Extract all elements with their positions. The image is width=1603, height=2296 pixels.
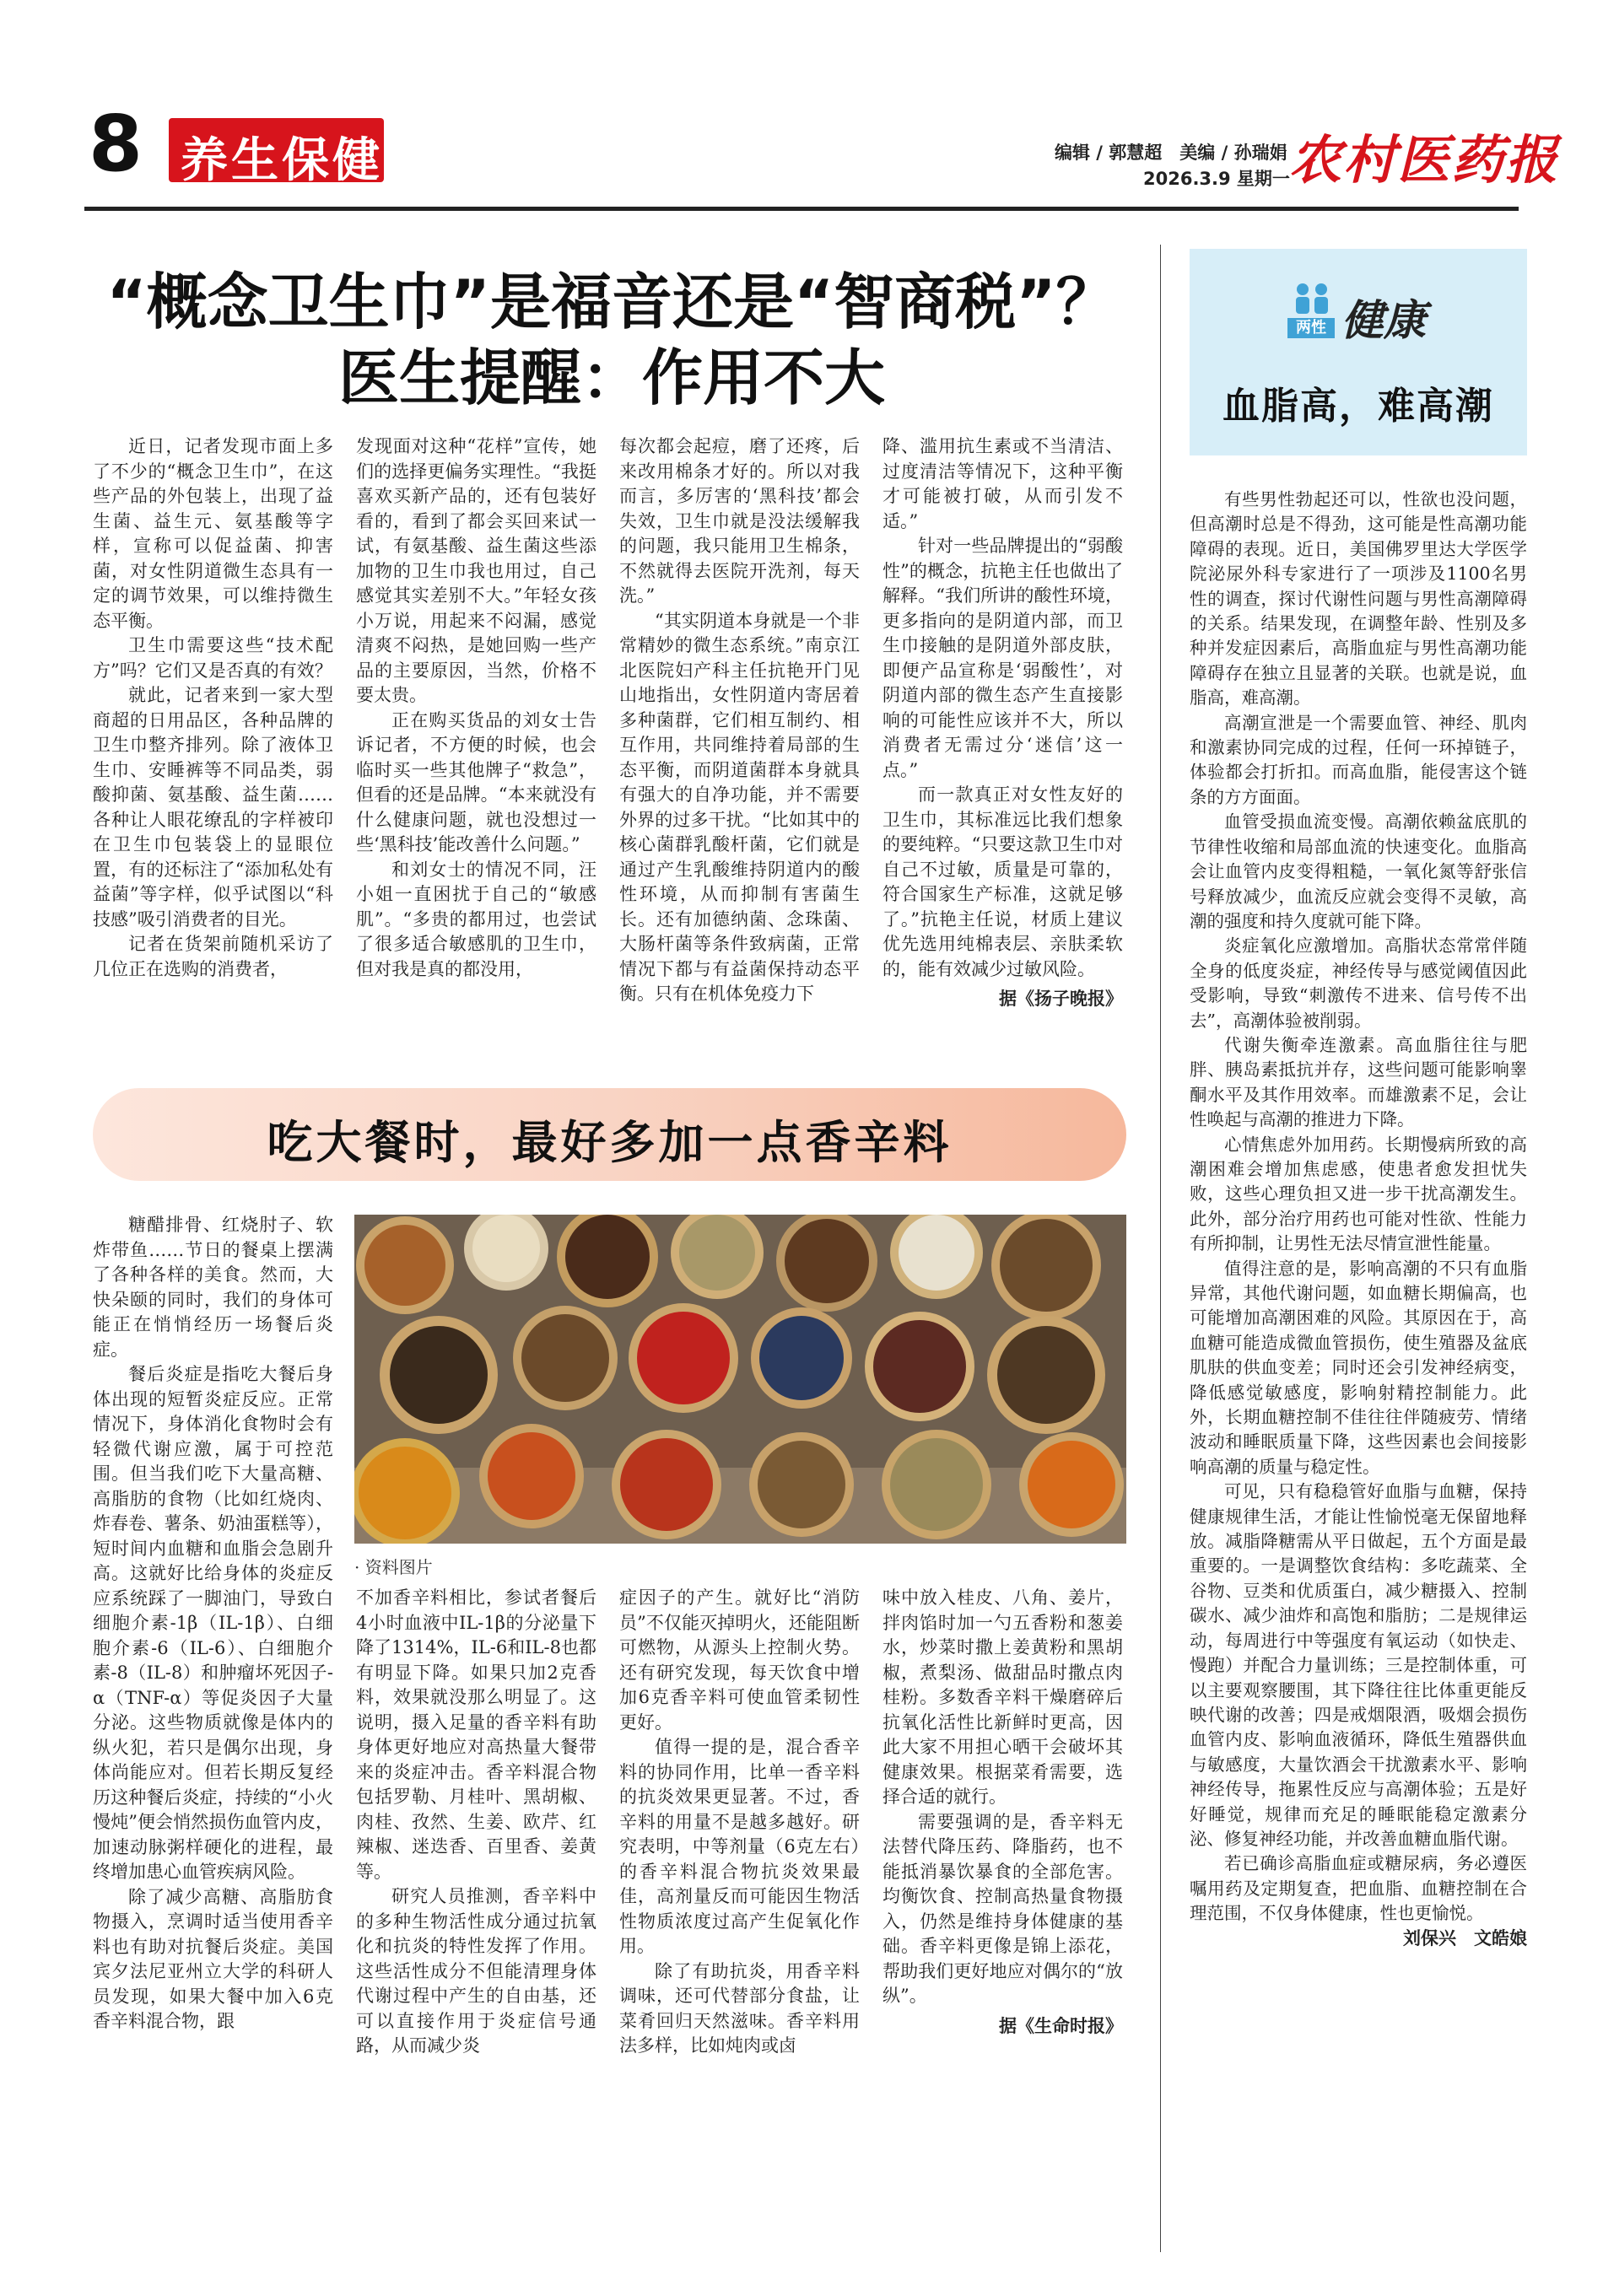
paragraph: 血管受损血流变慢。高潮依赖盆底肌的节律性收缩和局部血流的快速变化。血脂高会让血管内皮变得粗糙，一氧化氮等舒张信号释放减少，血流反应就会变得不灵敏，高潮的强度和持久度就可能下降。: [1190, 811, 1527, 931]
sidebar-body: [1190, 488, 1527, 1951]
page-number: 8: [89, 99, 143, 189]
paragraph: 记者在货架前随机采访了几位正在选购的消费者，: [93, 934, 333, 979]
paragraph: 有些男性勃起还可以，性欲也没问题，但高潮时总是不得劲，这可能是性高潮功能障碍的表现。近日，美国佛罗里达大学医学院泌尿外科专家进行了一项涉及1100名男性的调查，探讨代谢性问题与男性高潮障碍的关系。结果发现，在调整年龄、性别及多种并发症因素后，高脂血症与男性高潮功能障碍存在独立且显著的关联。也就是说，血脂高，难高潮。: [1190, 489, 1527, 709]
paragraph: 需要强调的是，香辛料无法替代降压药、降脂药，也不能抵消暴饮暴食的全部危害。均衡饮食、控制高热量食物摄入，仍然是维持身体健康的基础。香辛料更像是锦上添花，帮助我们更好地应对偶尔的“放纵”。: [882, 1811, 1123, 2006]
paragraph: “其实阴道本身就是一个非常精妙的微生态系统。”南京江北医院妇产科主任抗艳开门见山地指出，女性阴道内寄居着多种菌群，它们相互制约、相互作用，共同维持着局部的生态平衡，而阴道菌群本身就具有强大的自净功能，并不需要外界的过多干扰。“比如其中的核心菌群乳酸杆菌，它们就是通过产生乳酸维持阴道内的酸性环境，从而抑制有害菌生长。还有加德纳菌、念珠菌、大肠杆菌等条件致病菌，正常情况下都与有益菌保持动态平衡。只有在机体免疫力下: [619, 610, 860, 1004]
spice-bowls-illustration: [354, 1215, 1126, 1544]
section-title: 养生保健: [181, 133, 383, 188]
paragraph: 味中放入桂皮、八角、姜片，拌肉馅时加一勺五香粉和葱姜水，炒菜时撒上姜黄粉和黑胡椒，煮梨汤、做甜品时撒点肉桂粉。多数香辛料干燥磨碎后抗氧化活性比新鲜时更高，因此大家不用担心晒干会破坏其健康效果。根据菜肴需要，选择合适的就行。: [882, 1587, 1123, 1807]
paragraph: 除了有助抗炎，用香辛料调味，还可代替部分食盐，让菜肴回归天然滋味。香辛料用法多样，比如炖肉或卤: [619, 1960, 860, 2056]
paragraph: 症因子的产生。就好比“消防员”不仅能灭掉明火，还能阻断可燃物，从源头上控制火势。还有研究发现，每天饮食中增加6克香辛料可使血管柔韧性更好。: [619, 1587, 860, 1733]
article1-column-4: [882, 434, 1123, 1012]
paragraph: 和刘女士的情况不同，汪小姐一直困扰于自己的“敏感肌”。“多贵的都用过，也尝试了很多适合敏感肌的卫生巾，但对我是真的都没用，: [356, 859, 596, 979]
paragraph: 可见，只有稳稳管好血脂与血糖，保持健康规律生活，才能让性愉悦毫无保留地释放。减脂降糖需从平日做起，五个方面是最重要的。一是调整饮食结构：多吃蔬菜、全谷物、豆类和优质蛋白，减少糖摄入、控制碳水、减少油炸和高饱和脂肪；二是规律运动，每周进行中等强度有氧运动（如快走、慢跑）并配合力量训练；三是控制体重，可以主要观察腰围，其下降往往比体重更能反映代谢的改善；四是戒烟限酒，吸烟会损伤血管内皮、影响血液循环，降低生殖器供血与敏感度，大量饮酒会干扰激素水平、影响神经传导，拖累性反应与高潮体验；五是好好睡觉，规律而充足的睡眠能稳定激素分泌、修复神经功能，并改善血糖血脂代谢。: [1190, 1481, 1527, 1849]
sidebar-tag-word: 健康: [1341, 295, 1426, 345]
paragraph: 若已确诊高脂血症或糖尿病，务必遵医嘱用药及定期复查，把血脂、血糖控制在合理范围，不仅身体健康，性也更愉悦。: [1190, 1853, 1527, 1924]
article2-column-3: [619, 1586, 860, 2059]
paragraph: 代谢失衡牵连激素。高血脂往往与肥胖、胰岛素抵抗并存，这些问题可能影响睾酮水平及其作用效率。而雄激素不足，会让性唤起与高潮的推进力下降。: [1190, 1034, 1527, 1130]
couple-icon: [1291, 283, 1333, 320]
paragraph: 近日，记者发现市面上多了不少的“概念卫生巾”，在这些产品的外包装上，出现了益生菌、益生元、氨基酸等字样，宣称可以促益菌、抑害菌，对女性阴道微生态具有一定的调节效果，可以维持微生态平衡。: [93, 436, 333, 631]
paragraph: 除了减少高糖、高脂肪食物摄入，烹调时适当使用香辛料也有助对抗餐后炎症。美国宾夕法尼亚州立大学的科研人员发现，如果大餐中加入6克香辛料混合物，跟: [93, 1886, 333, 2031]
paragraph: 炎症氧化应激增加。高脂状态常常伴随全身的低度炎症，神经传导与感觉阈值因此受影响，导致“刺激传不进来、信号传不出去”，高潮体验被削弱。: [1190, 935, 1527, 1031]
article1-column-2: [356, 434, 596, 982]
paragraph: 而一款真正对女性友好的卫生巾，其标准远比我们想象的要纯粹。“只要这款卫生巾对自己不过敏，质量是可靠的，符合国家生产标准，这就足够了。”抗艳主任说，材质上建议优先选用纯棉表层、亲肤柔软的，能有效减少过敏风险。: [882, 784, 1123, 979]
paragraph: 不加香辛料相比，参试者餐后4小时血液中IL-1β的分泌量下降了1314%，IL-6和IL-8也都有明显下降。如果只加2克香料，效果就没那么明显了。这说明，摄入足量的香辛料有助身体更好地应对高热量大餐带来的炎症冲击。香辛料混合物包括罗勒、月桂叶、黑胡椒、肉桂、孜然、生姜、欧芹、红辣椒、迷迭香、百里香、姜黄等。: [356, 1587, 596, 1882]
paragraph: 研究人员推测，香辛料中的多种生物活性成分通过抗氧化和抗炎的特性发挥了作用。这些活性成分不但能清理身体代谢过程中产生的自由基，还可以直接作用于炎症信号通路，从而减少炎: [356, 1886, 596, 2056]
sidebar-tag-label: 两性: [1287, 318, 1335, 338]
editor-credits: 编辑 / 郭慧超 美编 / 孙瑞娟: [1055, 143, 1287, 163]
paragraph: 针对一些品牌提出的“弱酸性”的概念，抗艳主任也做出了解释。“我们所讲的酸性环境，更多指向的是阴道内部，而卫生巾接触的是阴道外部皮肤，即便产品宣称是‘弱酸性’，对阴道内部的微生态产生直接影响的可能性应该并不大，所以消费者无需过分‘迷信’这一点。”: [882, 536, 1123, 780]
article1-column-3: [619, 434, 860, 1007]
paragraph: 发现面对这种“花样”宣传，她们的选择更偏务实理性。“我挺喜欢买新产品的，还有包装好看的，看到了都会买回来试一试，有氨基酸、益生菌这些添加物的卫生巾我也用过，自己感觉其实差别不大。”年轻女孩小万说，用起来不闷漏，感觉清爽不闷热，是她回购一些产品的主要原因，当然，价格不要太贵。: [356, 436, 596, 705]
article2-column-1: [93, 1213, 333, 2035]
paragraph: 值得一提的是，混合香辛料的协同作用，比单一香辛料的抗炎效果更显著。不过，香辛料的用量不是越多越好。研究表明，中等剂量（6克左右）的香辛料混合物抗炎效果最佳，高剂量反而可能因生物活性物质浓度过高产生促氧化作用。: [619, 1737, 860, 1956]
article2-column-2: [356, 1586, 596, 2059]
article2-column-4: [882, 1586, 1123, 2039]
photo-caption: · 资料图片: [354, 1557, 433, 1577]
paragraph: 每次都会起痘，磨了还疼，后来改用棉条才好的。所以对我而言，多厉害的‘黑科技’都会失效，卫生巾就是没法缓解我的问题，我只能用卫生棉条，不然就得去医院开洗剂，每天洗。”: [619, 436, 860, 606]
paragraph: 高潮宣泄是一个需要血管、神经、肌肉和激素协同完成的过程，任何一环掉链子，体验都会打折扣。而高血脂，能侵害这个链条的方方面面。: [1190, 712, 1527, 807]
paragraph: 正在购买货品的刘女士告诉记者，不方便的时候，也会临时买一些其他牌子“救急”，但看的还是品牌。“本来就没有什么健康问题，就也没想过一些‘黑科技’能改善什么问题。”: [356, 709, 596, 854]
newspaper-logo: 农村医药报: [1289, 129, 1560, 191]
paragraph: 心情焦虑外加用药。长期慢病所致的高潮困难会增加焦虑感，使患者愈发担忧失败，这些心理负担又进一步干扰高潮发生。此外，部分治疗用药也可能对性欲、性能力有所抑制，让男性无法尽情宣泄性能量。: [1190, 1134, 1527, 1254]
paragraph: 卫生巾需要这些“技术配方”吗？它们又是否真的有效？: [93, 635, 333, 681]
paragraph: 就此，记者来到一家大型商超的日用品区，各种品牌的卫生巾整齐排列。除了液体卫生巾、安睡裤等不同品类，弱酸抑菌、氨基酸、益生菌……各种让人眼花缭乱的字样被印在卫生巾包装袋上的显眼位置，有的还标注了“添加私处有益菌”等字样，似乎试图以“科技感”吸引消费者的目光。: [93, 685, 333, 930]
sidebar-headline: 血脂高，难高潮: [1222, 385, 1494, 428]
column-divider: [1160, 245, 1161, 2252]
article1-source: 据《扬子晚报》: [999, 989, 1123, 1009]
article2-source: 据《生命时报》: [999, 2015, 1123, 2036]
paragraph: 降、滥用抗生素或不当清洁、过度清洁等情况下，这种平衡才可能被打破，从而引发不适。”: [882, 436, 1123, 531]
paragraph: 糖醋排骨、红烧肘子、软炸带鱼……节日的餐桌上摆满了各种各样的美食。然而，大快朵颐的同时，我们的身体可能正在悄悄经历一场餐后炎症。: [93, 1215, 333, 1360]
article1-column-1: [93, 434, 333, 982]
article1-headline: “概念卫生巾”是福音还是“智商税”？: [106, 267, 1117, 337]
sidebar-author: 刘保兴 文皓娘: [1403, 1927, 1527, 1948]
header-rule: [84, 207, 1519, 211]
spices-photo: [354, 1215, 1126, 1544]
article2-headline: 吃大餐时，最好多加一点香辛料: [267, 1115, 953, 1169]
paragraph: 值得注意的是，影响高潮的不只有血脂异常，其他代谢问题，如血糖长期偏高，也可能增加高潮困难的风险。其原因在于，高血糖可能造成微血管损伤，使生殖器及盆底肌肤的供血变差；同时还会引发神经病变，降低感觉敏感度，影响射精控制能力。此外，长期血糖控制不佳往往伴随疲劳、情绪波动和睡眠质量下降，这些因素也会间接影响高潮的质量与稳定性。: [1190, 1258, 1527, 1477]
article1-subheadline: 医生提醒：作用不大: [337, 342, 885, 413]
issue-date: 2026.3.9 星期一: [1143, 169, 1290, 189]
paragraph: 餐后炎症是指吃大餐后身体出现的短暂炎症反应。正常情况下，身体消化食物时会有轻微代谢应激，属于可控范围。但当我们吃下大量高糖、高脂肪的食物（比如红烧肉、炸春卷、薯条、奶油蛋糕等），短时间内血糖和血脂会急剧升高。这就好比给身体的炎症反应系统踩了一脚油门，导致白细胞介素-1β（IL-1β）、白细胞介素-6（IL-6）、白细胞介素-8（IL-8）和肿瘤坏死因子-α（TNF-α）等促炎因子大量分泌。这些物质就像是体内的纵火犯，若只是偶尔出现，身体尚能应对。但若长期反复经历这种餐后炎症，持续的“小火慢炖”便会悄然损伤血管内皮，加速动脉粥样硬化的进程，最终增加患心血管疾病风险。: [93, 1364, 333, 1882]
